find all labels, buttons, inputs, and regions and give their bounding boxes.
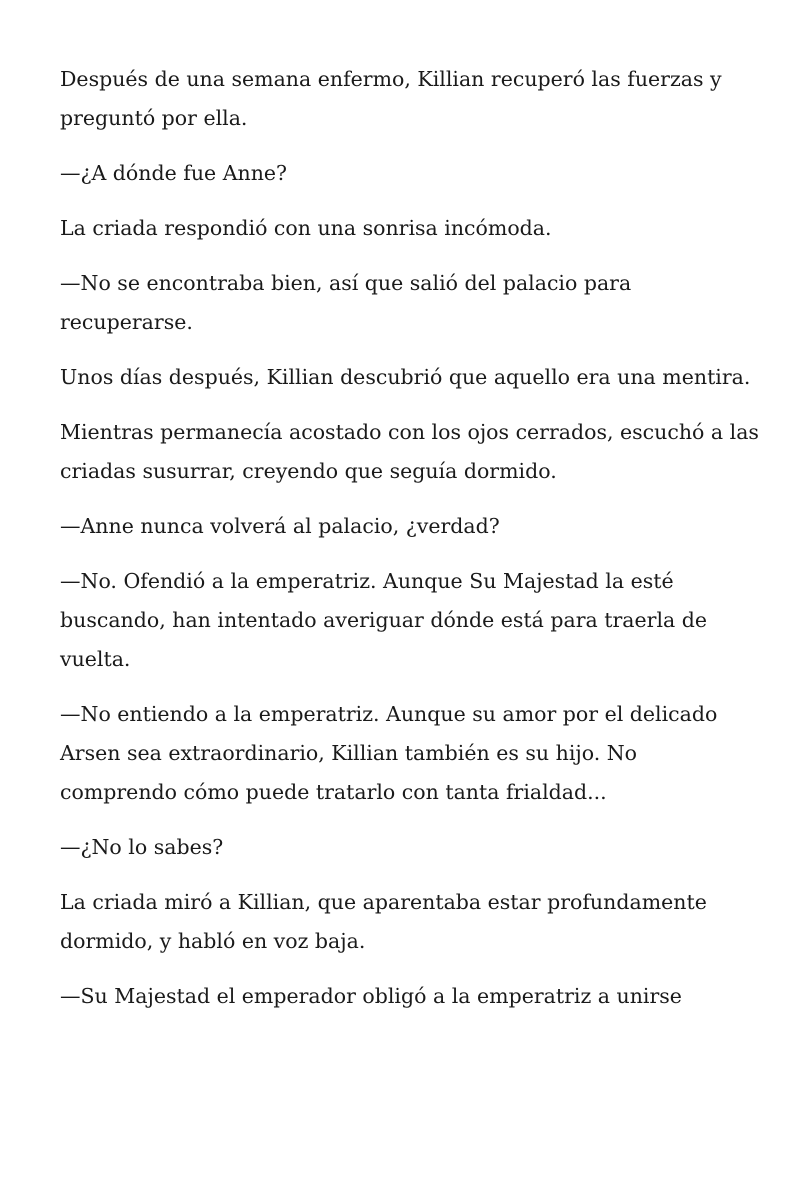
paragraph: Después de una semana enfermo, Killian recuperó las fuerzas y preguntó por ella. xyxy=(60,67,722,130)
paragraph: —¿No lo sabes? xyxy=(60,835,224,859)
paragraph: La criada respondió con una sonrisa incómoda. xyxy=(60,216,552,240)
page-text xyxy=(60,60,760,1032)
paragraph: —Su Majestad el emperador obligó a la emperatriz a unirse xyxy=(60,984,682,1008)
paragraph: —No. Ofendió a la emperatriz. Aunque Su Majestad la esté buscando, han intentado averiguar dónde está para traerla de vuelta. xyxy=(60,569,708,671)
paragraph: Unos días después, Killian descubrió que aquello era una mentira. xyxy=(60,365,751,389)
paragraph: —No entiendo a la emperatriz. Aunque su amor por el delicado Arsen sea extraordinario, Killian también es su hijo. No comprendo cómo puede tratarlo con tanta frialdad... xyxy=(60,702,718,804)
paragraph: —Anne nunca volverá al palacio, ¿verdad? xyxy=(60,514,500,538)
paragraph: —¿A dónde fue Anne? xyxy=(60,161,288,185)
paragraph: La criada miró a Killian, que aparentaba estar profundamente dormido, y habló en voz baja. xyxy=(60,890,707,953)
paragraph: Mientras permanecía acostado con los ojos cerrados, escuchó a las criadas susurrar, creyendo que seguía dormido. xyxy=(60,420,759,483)
paragraph: —No se encontraba bien, así que salió del palacio para recuperarse. xyxy=(60,271,632,334)
